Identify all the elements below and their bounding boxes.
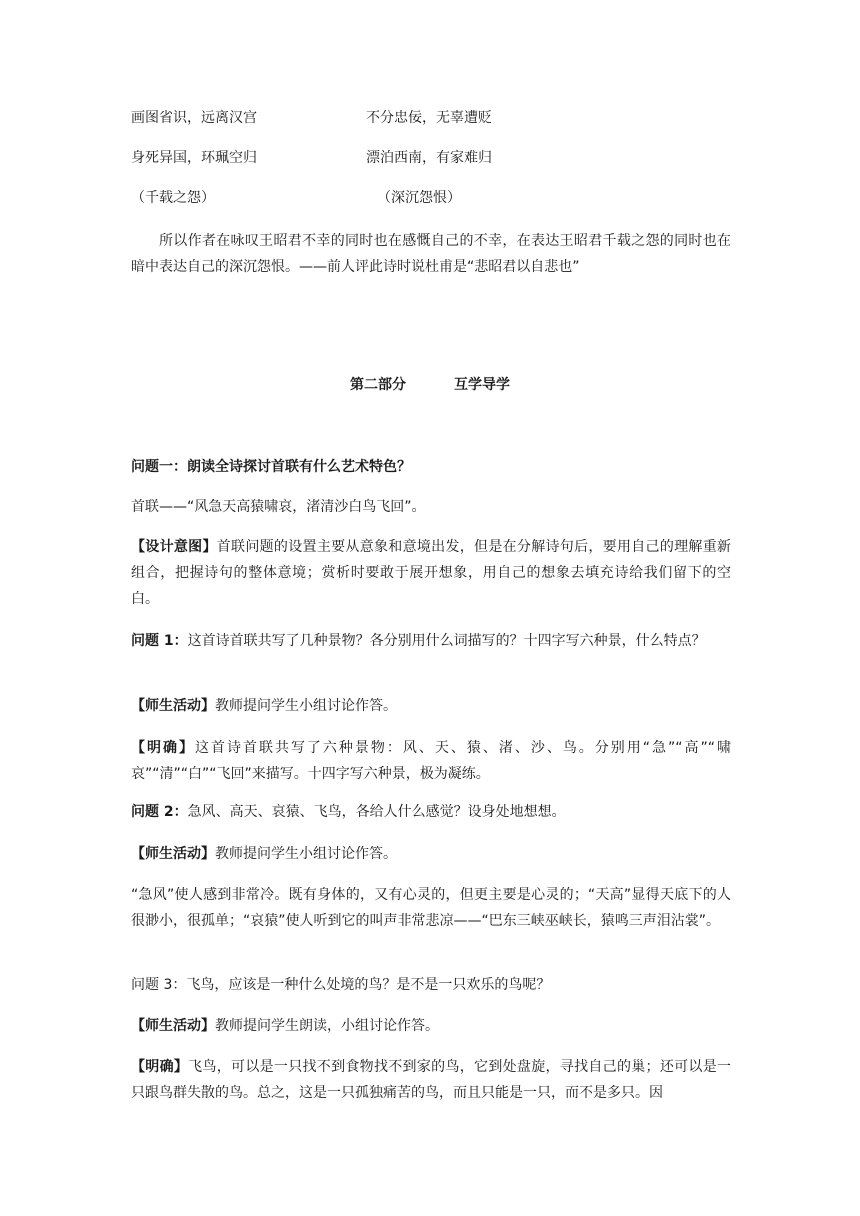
comparison-row1-right: 不分忠佞，无辜遭贬 [366, 110, 492, 126]
question-3-paragraph: 问题 3：飞鸟，应该是一种什么处境的鸟？是不是一只欢乐的鸟呢？ [131, 977, 551, 993]
comparison-row2-left: 身死异国，环珮空归 [131, 150, 257, 166]
question-1-paragraph [131, 628, 731, 654]
question-2-text: 急风、高天、哀猿、飞鸟，各给人什么感觉？设身处地想想。 [187, 804, 566, 820]
comparison-row2-right: 漂泊西南，有家难归 [366, 150, 492, 166]
design-intent-text: 首联问题的设置主要从意象和意境出发，但是在分解诗句后，要用自己的理解重新组合，把握诗句的整体意境；赏析时要敢于展开想象，用自己的想象去填充诗给我们留下的空白。 [131, 539, 732, 607]
answer-3-paragraph [131, 1054, 731, 1106]
activity-3-text: 教师提问学生朗读，小组讨论作答。 [215, 1018, 439, 1034]
couplet-line: 首联——“风急天高猿啸哀，渚清沙白鸟飞回”。 [131, 499, 426, 515]
answer-1-text: 这首诗首联共写了六种景物：风、天、猿、渚、沙、鸟。分别用“急”“高”“啸哀”“清”“白”“飞回”来描写。十四字写六种景，极为凝练。 [131, 740, 732, 782]
section-title: 互学导学 [454, 377, 510, 393]
answer-1-paragraph [131, 735, 731, 787]
comparison-row3-left: （千载之怨） [131, 190, 215, 206]
activity-2-paragraph [131, 841, 731, 867]
activity-1-paragraph [131, 693, 731, 719]
comparison-row1-left: 画图省识，远离汉宫 [131, 110, 257, 126]
question-1-text: 这首诗首联共写了几种景物？各分别用什么词描写的？十四字写六种景，什么特点？ [187, 633, 706, 649]
activity-2-text: 教师提问学生小组讨论作答。 [215, 846, 397, 862]
section-part: 第二部分 [350, 377, 406, 393]
section-heading [0, 375, 860, 395]
activity-3-paragraph [131, 1013, 731, 1039]
comparison-row3-right: （深沉怨恨） [377, 190, 461, 206]
question-2-tag: 问题 2： [131, 804, 188, 820]
activity-3-tag: 【师生活动】 [131, 1018, 215, 1034]
question-1-tag: 问题 1： [131, 633, 188, 649]
answer-2-paragraph: “急风”使人感到非常冷。既有身体的，又有心灵的，但更主要是心灵的；“天高”显得天底下的人很渺小，很孤单；“哀猿”使人听到它的叫声非常悲凉——“巴东三峡巫峡长，猿鸣三声泪沾裳”。 [131, 887, 731, 929]
summary-paragraph: 所以作者在咏叹王昭君不幸的同时也在感慨自己的不幸，在表达王昭君千载之怨的同时也在暗中表达自己的深沉怨恨。——前人评此诗时说杜甫是“悲昭君以自悲也” [131, 233, 731, 275]
activity-2-tag: 【师生活动】 [131, 846, 215, 862]
activity-1-tag: 【师生活动】 [131, 698, 215, 714]
question-main: 问题一：朗读全诗探讨首联有什么艺术特色？ [131, 459, 411, 475]
design-intent-paragraph [131, 534, 731, 612]
answer-3-text: 飞鸟，可以是一只找不到食物找不到家的鸟，它到处盘旋，寻找自己的巢；还可以是一只跟鸟群失散的鸟。总之，这是一只孤独痛苦的鸟，而且只能是一只，而不是多只。因 [131, 1059, 731, 1101]
design-intent-tag: 【设计意图】 [131, 539, 217, 555]
activity-1-text: 教师提问学生小组讨论作答。 [215, 698, 397, 714]
answer-1-tag: 【明确】 [131, 740, 195, 756]
answer-3-tag: 【明确】 [131, 1059, 189, 1075]
question-2-paragraph [131, 799, 731, 825]
